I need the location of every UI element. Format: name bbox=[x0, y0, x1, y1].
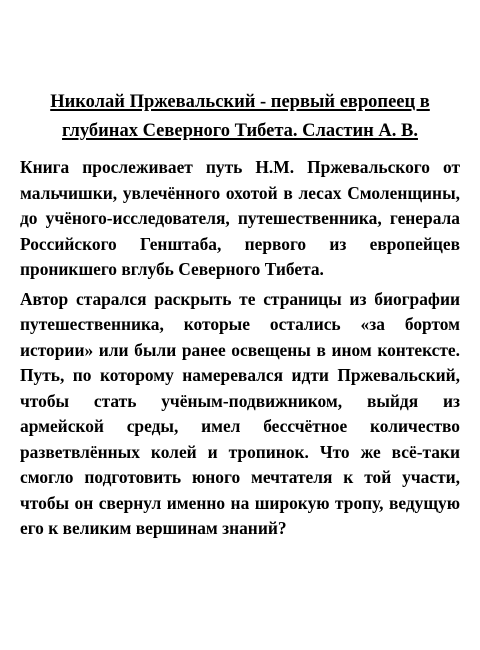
document-title: Николай Пржевальский - первый европеец в глубинах Северного Тибета. Сластин А. В. bbox=[50, 92, 430, 141]
document-page bbox=[20, 88, 460, 546]
paragraph-author-intent: Автор старался раскрыть те страницы из биографии путешественника, которые остались «за бортом истории» или были ранее освещены в ином контексте. Путь, по которому намеревался идти Пржевальский, чтобы стать учёным-подвижником, выйдя из армейской среды, имел бессчётное количество разветвлённых колей и тропинок. Что же всё-таки смогло подготовить юного мечтателя к той участи, чтобы он свернул именно на широкую тропу, ведущую его к великим вершинам знаний? bbox=[20, 288, 460, 538]
paragraph-summary: Книга прослеживает путь Н.М. Пржевальского от мальчишки, увлечённого охотой в лесах Смоленщины, до учёного-исследователя, путешественника, генерала Российского Генштаба, первого из европейцев проникшего вглубь Северного Тибета. bbox=[20, 157, 460, 279]
